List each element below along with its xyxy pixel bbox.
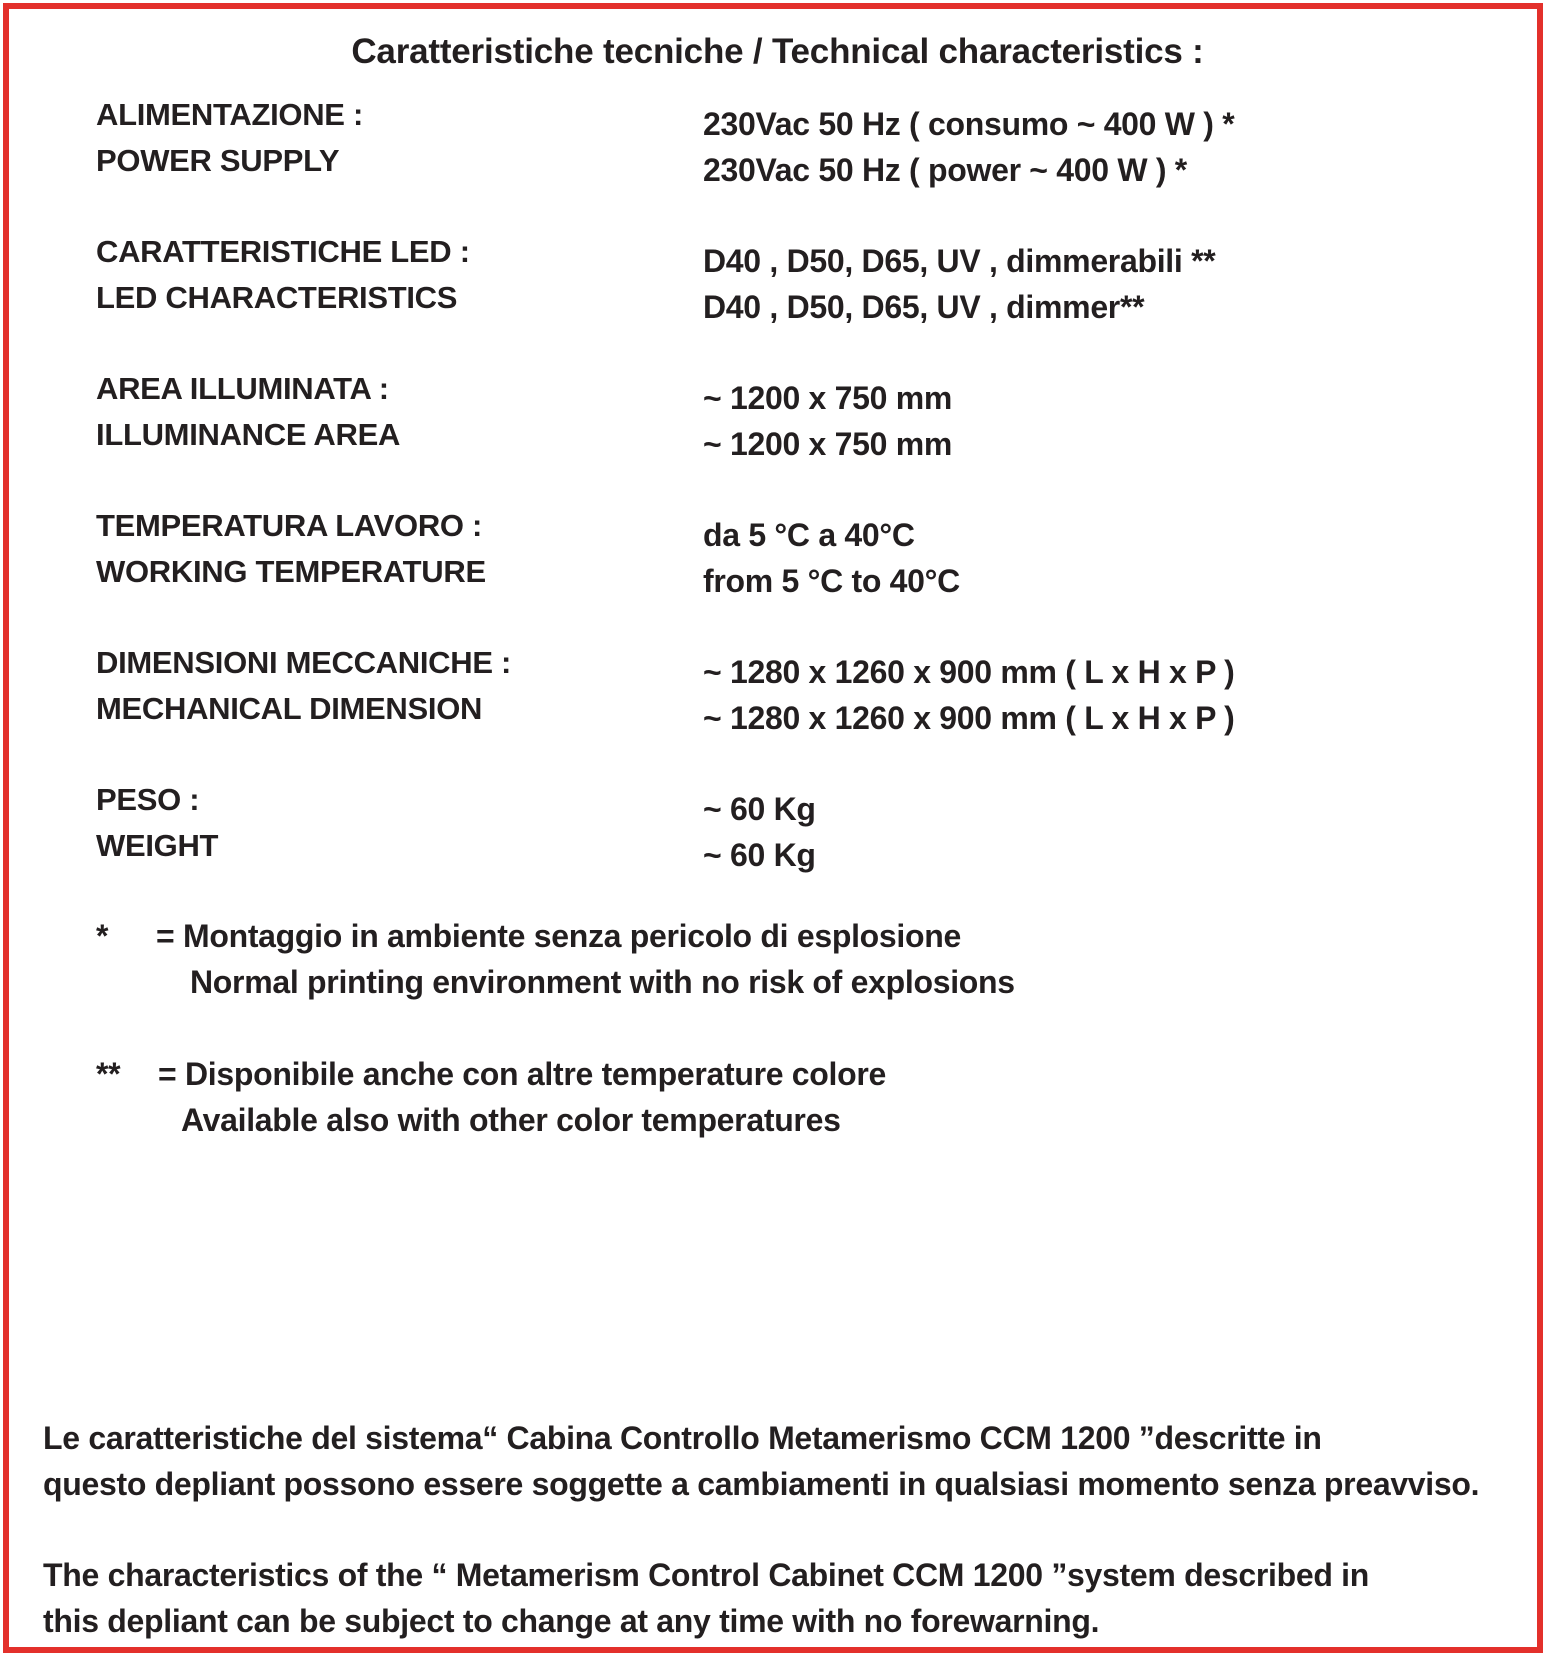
spec-label-en: WEIGHT <box>96 828 219 863</box>
footnote-mark: * <box>96 918 109 954</box>
disclaimer-line: this depliant can be subject to change at any time with no forewarning. <box>43 1603 1100 1639</box>
spec-label-it: CARATTERISTICHE LED : <box>96 234 470 269</box>
spec-value-en: ~ 1200 x 750 mm <box>703 426 953 462</box>
spec-label-it: ALIMENTAZIONE : <box>96 97 364 132</box>
spec-labels <box>96 777 218 869</box>
spec-value-it: 230Vac 50 Hz ( consumo ~ 400 W ) * <box>703 106 1235 142</box>
spec-mechanical-dimension <box>0 640 1555 740</box>
footnote-line-it: = Montaggio in ambiente senza pericolo di esplosione <box>156 918 961 954</box>
spec-power-supply <box>0 92 1555 192</box>
spec-label-en: MECHANICAL DIMENSION <box>96 691 483 726</box>
spec-label-it: DIMENSIONI MECCANICHE : <box>96 645 512 680</box>
spec-label-it: PESO : <box>96 782 200 817</box>
disclaimer-english <box>43 1552 1369 1644</box>
spec-label-en: POWER SUPPLY <box>96 143 340 178</box>
spec-values <box>703 512 960 604</box>
spec-label-en: LED CHARACTERISTICS <box>96 280 458 315</box>
spec-value-en: ~ 60 Kg <box>703 837 816 873</box>
spec-value-en: D40 , D50, D65, UV , dimmer** <box>703 289 1145 325</box>
footnote-mark: ** <box>96 1056 121 1092</box>
spec-labels <box>96 640 511 732</box>
spec-label-en: WORKING TEMPERATURE <box>96 554 486 589</box>
spec-label-it: TEMPERATURA LAVORO : <box>96 508 483 543</box>
disclaimer-line: The characteristics of the “ Metamerism Control Cabinet CCM 1200 ”system described in <box>43 1557 1370 1593</box>
page-title: Caratteristiche tecniche / Technical characteristics : <box>351 32 1204 71</box>
spec-labels <box>96 229 470 321</box>
spec-labels <box>96 92 363 184</box>
spec-values <box>703 238 1215 330</box>
spec-weight <box>0 777 1555 877</box>
disclaimer-italian <box>43 1415 1479 1507</box>
spec-label-it: AREA ILLUMINATA : <box>96 371 389 406</box>
spec-value-en: ~ 1280 x 1260 x 900 mm ( L x H x P ) <box>703 700 1235 736</box>
spec-value-it: ~ 1280 x 1260 x 900 mm ( L x H x P ) <box>703 654 1235 690</box>
footnote-line-en: Normal printing environment with no risk of explosions <box>190 964 1015 1000</box>
spec-values <box>703 101 1234 193</box>
spec-label-en: ILLUMINANCE AREA <box>96 417 401 452</box>
spec-value-it: ~ 60 Kg <box>703 791 816 827</box>
spec-labels <box>96 503 486 595</box>
disclaimer-line: questo depliant possono essere soggette a cambiamenti in qualsiasi momento senza preavviso. <box>43 1466 1480 1502</box>
spec-values <box>703 786 816 878</box>
spec-value-it: D40 , D50, D65, UV , dimmerabili ** <box>703 243 1216 279</box>
spec-working-temperature <box>0 503 1555 603</box>
spec-illuminance-area <box>0 366 1555 466</box>
spec-value-en: 230Vac 50 Hz ( power ~ 400 W ) * <box>703 152 1187 188</box>
spec-values <box>703 375 952 467</box>
spec-labels <box>96 366 400 458</box>
footnote-line-en: Available also with other color temperatures <box>181 1102 841 1138</box>
spec-values <box>703 649 1234 741</box>
spec-value-en: from 5 °C to 40°C <box>703 563 960 599</box>
disclaimer-line: Le caratteristiche del sistema“ Cabina Controllo Metamerismo CCM 1200 ”descritte in <box>43 1420 1322 1456</box>
spec-led-characteristics <box>0 229 1555 329</box>
spec-value-it: ~ 1200 x 750 mm <box>703 380 953 416</box>
spec-value-it: da 5 °C a 40°C <box>703 517 915 553</box>
footnote-line-it: = Disponibile anche con altre temperature colore <box>158 1056 887 1092</box>
